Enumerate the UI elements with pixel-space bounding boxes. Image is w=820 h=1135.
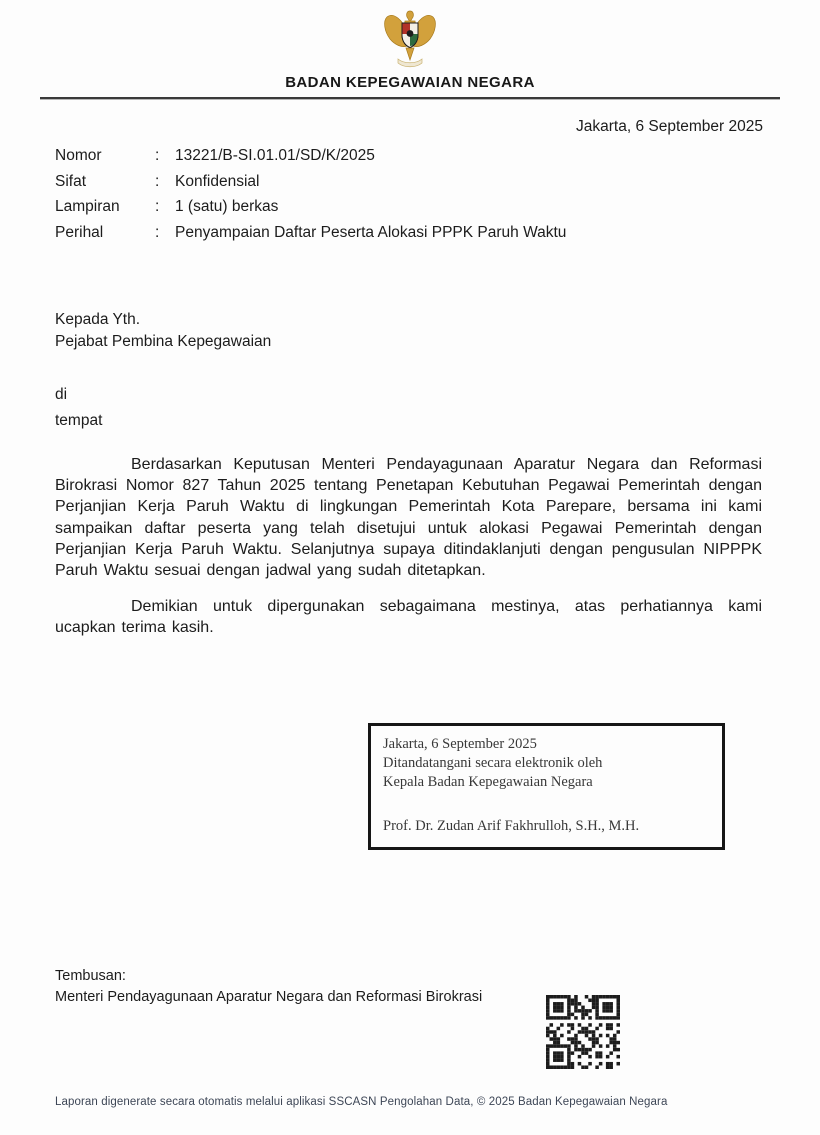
cc-label: Tembusan: <box>55 967 126 984</box>
recipient-location: tempat <box>55 412 103 429</box>
recipient-name: Pejabat Pembina Kepegawaian <box>55 333 272 350</box>
letter-meta <box>55 143 820 245</box>
signature-box <box>368 723 725 850</box>
signature-place-date: Jakarta, 6 September 2025 <box>383 735 537 752</box>
footer-note: Laporan digenerate secara otomatis melalui aplikasi SSCASN Pengolahan Data, © 2025 Badan Kepegawaian Negara <box>55 1096 668 1108</box>
meta-value: Penyampaian Daftar Peserta Alokasi PPPK Paruh Waktu <box>175 223 567 241</box>
letterhead-rule <box>40 97 780 100</box>
cc-block <box>55 966 820 1008</box>
meta-separator: : <box>155 172 160 190</box>
signatory-name: Prof. Dr. Zudan Arif Fakhrulloh, S.H., M.H. <box>383 817 640 834</box>
recipient-block <box>55 309 820 432</box>
signature-title-line: Kepala Badan Kepegawaian Negara <box>383 773 593 790</box>
meta-separator: : <box>155 147 160 164</box>
meta-value: Konfidensial <box>175 172 260 190</box>
body-paragraph-2: Demikian untuk dipergunakan sebagaimana mestinya, atas perhatiannya kami ucapkan terima kasih. <box>55 598 762 637</box>
garuda-pancasila-emblem-icon <box>0 7 820 71</box>
letter-body <box>55 454 762 639</box>
meta-value: 13221/B-SI.01.01/SD/K/2025 <box>175 147 375 164</box>
meta-separator: : <box>155 198 160 215</box>
recipient-location-prefix: di <box>55 386 68 403</box>
meta-row-sifat <box>55 169 820 195</box>
qr-code-icon <box>546 995 620 1069</box>
date-line: Jakarta, 6 September 2025 <box>576 118 763 135</box>
meta-row-lampiran <box>55 194 820 220</box>
signature-header <box>383 735 710 792</box>
cc-item: Menteri Pendayagunaan Aparatur Negara dan Reformasi Birokrasi <box>55 988 483 1005</box>
meta-label: Sifat <box>55 172 87 190</box>
body-paragraph-1: Berdasarkan Keputusan Menteri Pendayagunaan Aparatur Negara dan Reformasi Birokrasi Nomor 827 Tahun 2025 tentang Penetapan Kebutuhan Pegawai Pemerintah dengan Perjanjian Kerja Paruh Waktu di lingkungan Pemerintah Kota Parepare, bersama ini kami sampaikan daftar peserta yang telah disetujui untuk alokasi Pegawai Pemerintah dengan Perjanjian Kerja Paruh Waktu. Selanjutnya supaya ditindaklanjuti dengan pengusulan NIPPPK Paruh Waktu sesuai dengan jadwal yang sudah ditetapkan. <box>55 456 762 580</box>
meta-separator: : <box>155 223 160 241</box>
meta-label: Nomor <box>55 147 102 164</box>
meta-value: 1 (satu) berkas <box>175 198 279 215</box>
recipient-salutation: Kepada Yth. <box>55 311 141 328</box>
meta-label: Perihal <box>55 223 104 241</box>
meta-label: Lampiran <box>55 198 120 215</box>
meta-row-perihal <box>55 220 820 246</box>
letterhead <box>0 0 820 100</box>
agency-name: BADAN KEPEGAWAIAN NEGARA <box>285 74 535 91</box>
signature-method-line: Ditandatangani secara elektronik oleh <box>383 754 603 771</box>
meta-row-nomor <box>55 143 820 169</box>
